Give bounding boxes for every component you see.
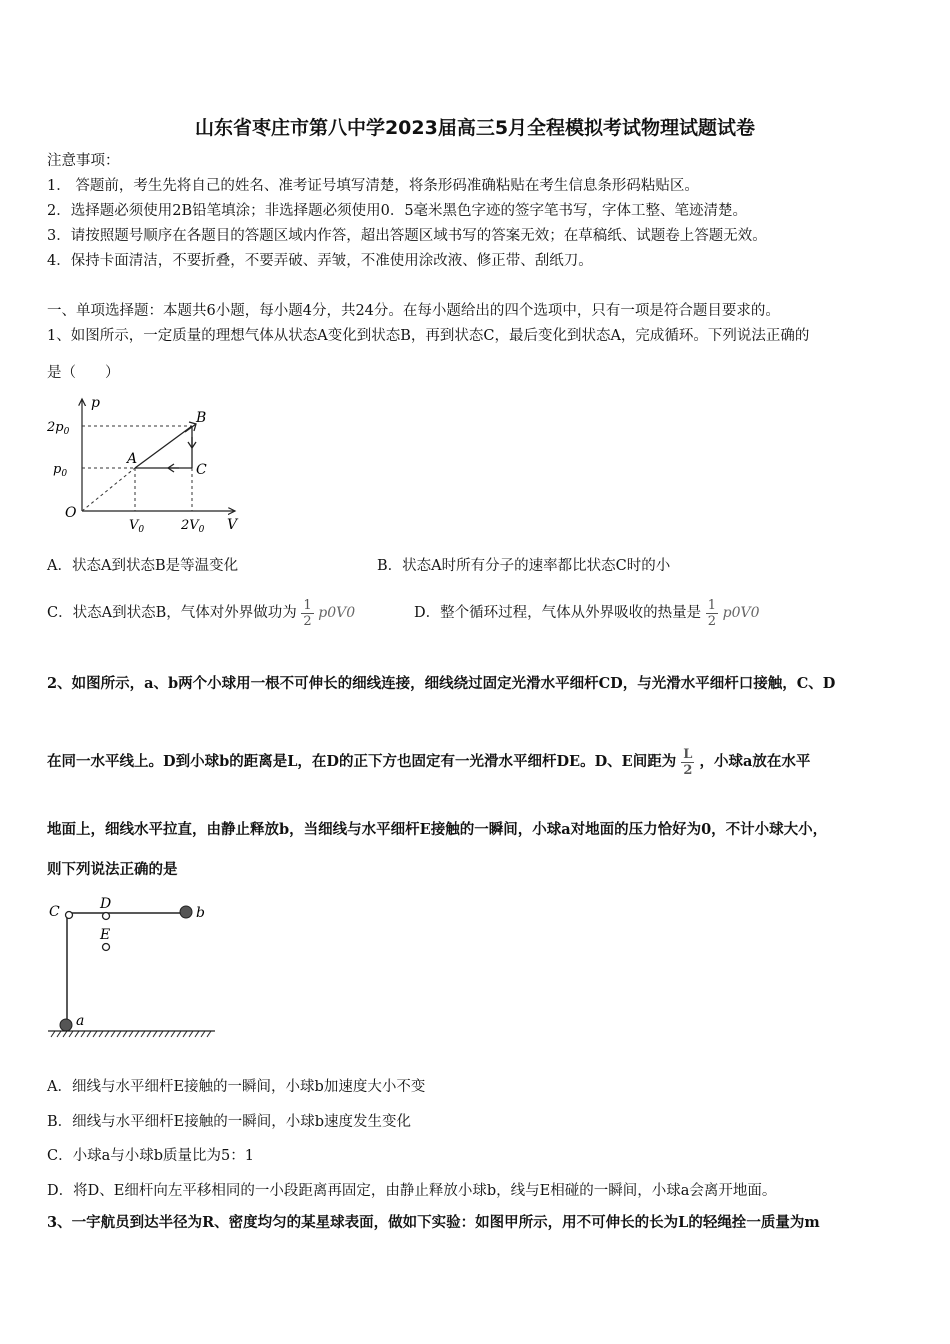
q2-option-b: B．细线与水平细杆E接触的一瞬间，小球b速度发生变化 [47,1114,412,1130]
frac-num: L [683,746,693,762]
label-c: C [49,904,60,920]
q1-option-c [47,591,355,636]
ball-a [60,1019,72,1031]
q1-option-d [414,591,760,636]
frac-den: 2 [303,613,312,629]
section-heading: 一、单项选择题：本题共6小题，每小题4分，共24分。在每小题给出的四个选项中，只有一项是符合题目要求的。 [47,303,780,319]
rod-c [66,912,73,919]
q1-stem-cont: 是（ ） [47,365,120,381]
q2-stem-part: ，小球a放在水平 [699,753,811,770]
label-p: p [91,395,100,411]
process-ab [135,426,192,468]
frac-den: 2 [683,762,693,778]
q2-option-d: D．将D、E细杆向左平移相同的一小段距离再固定，由静止释放小球b，线与E相碰的一瞬间，小球a会离开地面。 [47,1183,777,1199]
q2-option-c: C．小球a与小球b质量比为5：1 [47,1148,254,1164]
label-a: a [76,1013,85,1029]
notice-item: 4．保持卡面清洁，不要折叠，不要弄破、弄皱，不准使用涂改液、修正带、刮纸刀。 [47,253,593,269]
q1-option-a: A．状态A到状态B是等温变化 [47,558,239,574]
label-2p0: $2p_0$ [47,420,70,437]
q1-option-d-text: D．整个循环过程，气体从外界吸收的热量是 [414,605,702,621]
arrow-bc [188,437,196,448]
ball-b [180,906,192,918]
q2-stem-part: 在同一水平线上。D到小球b的距离是L，在D的正下方也固定有一光滑水平细杆DE。D、E间距为 [47,753,677,770]
fraction [301,598,313,629]
label-origin: O [65,505,77,521]
page-title: 山东省枣庄市第八中学2023届高三5月全程模拟考试物理试题试卷 [194,117,756,139]
label-b: b [196,905,205,921]
label-a: A [127,451,138,467]
q1-option-c-text: C．状态A到状态B，气体对外界做功为 [47,605,297,621]
label-e: E [100,927,111,943]
dashed-line [82,468,135,511]
q2-stem: 2、如图所示，a、b两个小球用一根不可伸长的细线连接，细线绕过固定光滑水平细杆CD，与光滑水平细杆口接触，C、D [47,675,836,692]
q3-stem: 3、一宇航员到达半径为R、密度均匀的某星球表面，做如下实验：如图甲所示，用不可伸长的长为L的轻绳拴一质量为m [47,1214,820,1231]
frac-den: 2 [707,613,717,629]
pv-term: p0V0 [318,605,356,621]
frac-num: 1 [707,597,717,613]
q1-stem: 1、如图所示，一定质量的理想气体从状态A变化到状态B，再到状态C，最后变化到状态A，完成循环。下列说法正确的 [47,328,810,344]
notice-item: 1． 答题前，考生先将自己的姓名、准考证号填写清楚，将条形码准确粘贴在考生信息条形码粘贴区。 [47,178,699,194]
q2-stem-cont [47,738,810,786]
q2-option-a: A．细线与水平细杆E接触的一瞬间，小球b加速度大小不变 [47,1079,426,1095]
label-b: B [196,410,207,426]
label-2v0: $2V_0$ [181,518,205,535]
pv-term: p0V0 [722,605,760,621]
notice-item: 3．请按照题号顺序在各题目的答题区域内作答，超出答题区域书写的答案无效；在草稿纸、试题卷上答题无效。 [47,228,767,244]
rod-e [103,944,110,951]
frac-num: 1 [303,597,312,613]
arrow-ca [168,464,179,472]
notice-heading: 注意事项： [47,153,120,169]
rod-d [103,913,110,920]
label-p0: $p_0$ [53,462,68,479]
fraction [706,598,718,629]
label-v0: $V_0$ [129,518,145,535]
fraction [681,747,694,778]
q1-pv-graph [45,393,245,535]
label-c: C [196,462,207,478]
q2-stem-cont: 则下列说法正确的是 [47,861,178,878]
label-v: V [227,517,238,533]
q2-stem-cont: 地面上，细线水平拉直，由静止释放b，当细线与水平细杆E接触的一瞬间，小球a对地面的压力恰好为0，不计小球大小， [47,821,828,838]
label-d: D [100,896,112,912]
q1-option-b: B．状态A时所有分子的速率都比状态C时的小 [377,558,671,574]
notice-item: 2．选择题必须使用2B铅笔填涂；非选择题必须使用0．5毫米黑色字迹的签字笔书写，字体工整、笔迹清楚。 [47,203,748,219]
ground-hatch [51,1031,211,1037]
q2-figure [45,892,220,1042]
